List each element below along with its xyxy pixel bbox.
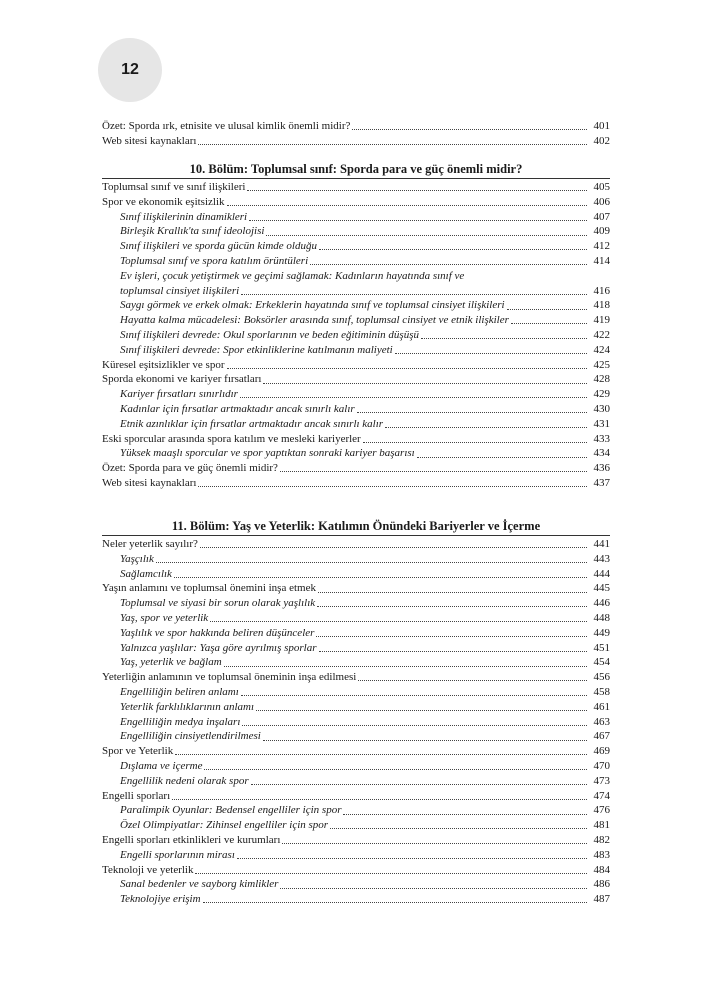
toc-entry-label: Hayatta kalma mücadelesi: Boksörler arasında sınıf, toplumsal cinsiyet ve etnik ilişkiler [120, 314, 509, 327]
toc-entry [102, 134, 610, 149]
toc-entry-page: 402 [593, 134, 610, 147]
toc-entry-page: 436 [593, 462, 610, 475]
toc-entry [102, 789, 610, 804]
toc-entry [102, 358, 610, 373]
page-number-badge [98, 38, 162, 102]
dot-leader [316, 636, 587, 637]
toc-entry-label: Engelli sporları [102, 789, 171, 802]
toc-subentry [102, 700, 610, 715]
dot-leader [174, 577, 587, 578]
toc-entry-page: 481 [593, 819, 610, 832]
toc-entry-page: 476 [593, 804, 610, 817]
toc-subentry [102, 417, 610, 432]
dot-leader [241, 294, 587, 295]
toc-subentry [102, 210, 610, 225]
dot-leader [263, 740, 587, 741]
dot-leader [224, 666, 587, 667]
toc-entry-page: 418 [593, 299, 610, 312]
toc-subentry [102, 877, 610, 892]
toc-entry-page: 474 [593, 789, 610, 802]
toc-entry-page: 430 [593, 402, 610, 415]
toc-entry-label: Sınıf ilişkileri devrede: Spor etkinliklerine katılmanın maliyeti [120, 343, 393, 356]
toc-entry-label: Sağlamcılık [120, 567, 172, 580]
toc-entry-page: 449 [593, 626, 610, 639]
toc-entry-page: 443 [593, 552, 610, 565]
toc-entry-label: Spor ve Yeterlik [102, 745, 174, 758]
toc-entry-page: 437 [593, 476, 610, 489]
toc-entry-label: Yaş, yeterlik ve bağlam [120, 656, 222, 669]
toc-entry-page: 405 [593, 181, 610, 193]
toc-entry-label: Engelliliğin medya inşaları [120, 715, 241, 728]
toc-entry-page: 467 [593, 730, 610, 743]
dot-leader [343, 814, 587, 815]
toc-entry-page: 434 [593, 447, 610, 460]
toc-entry-page: 419 [593, 314, 610, 327]
chapter-11-title: 11. Bölüm: Yaş ve Yeterlik: Katılımın Önündeki Bariyerler ve İçerme [102, 517, 610, 536]
toc-entry [102, 670, 610, 685]
toc-entry-label: Engelli sporları etkinlikleri ve kurumları [102, 833, 281, 846]
toc-subentry [102, 892, 610, 907]
dot-leader [210, 621, 587, 622]
toc-entry-page: 463 [593, 715, 610, 728]
dot-leader [198, 486, 587, 487]
dot-leader [395, 353, 587, 354]
toc-subentry [102, 402, 610, 417]
toc-subentry [102, 552, 610, 567]
dot-leader [507, 309, 587, 310]
chapter-10-entries [102, 180, 610, 491]
toc-entry-label: Yeterliğin anlamının ve toplumsal öneminin inşa edilmesi [102, 671, 357, 684]
toc-entry-page: 484 [593, 863, 610, 876]
dot-leader [417, 457, 587, 458]
dot-leader [256, 710, 587, 711]
toc-entry-page: 406 [593, 195, 610, 208]
dot-leader [172, 799, 587, 800]
toc-entry-page: 401 [593, 120, 610, 132]
toc-entry-label: Eski sporcular arasında spora katılım ve mesleki kariyerler [102, 432, 361, 445]
toc-subentry [102, 685, 610, 700]
dot-leader [195, 873, 587, 874]
dot-leader [310, 264, 587, 265]
toc-entry-page: 416 [593, 284, 610, 297]
toc-subentry [102, 239, 610, 254]
toc-subentry [102, 224, 610, 239]
toc-entry-label: Web sitesi kaynakları [102, 134, 197, 147]
toc-entry-label: Etnik azınlıklar için fırsatlar artmaktadır ancak sınırlı kalır [120, 417, 384, 430]
toc-entry-label: Teknolojiye erişim [120, 893, 201, 906]
toc-entry-label: Özel Olimpiyatlar: Zihinsel engelliler için spor [120, 819, 329, 832]
toc-entry [102, 476, 610, 491]
toc-entry [102, 432, 610, 447]
toc-entry-label: Yeterlik farklılıklarının anlamı [120, 700, 255, 713]
dot-leader [352, 129, 587, 130]
toc-entry [102, 537, 610, 552]
toc-subentry [102, 848, 610, 863]
toc-entry-page: 458 [593, 685, 610, 698]
toc-entry-page: 441 [593, 538, 610, 550]
toc-entry-label: Yüksek maaşlı sporcular ve spor yaptıktan sonraki kariyer başarısı [120, 447, 415, 460]
toc-entry-label: Neler yeterlik sayılır? [102, 538, 198, 550]
toc-entry-page: 487 [593, 893, 610, 906]
toc-entry-label: Engellilik nedeni olarak spor [120, 774, 249, 787]
dot-leader [241, 695, 587, 696]
dot-leader [251, 784, 587, 785]
toc-subentry [102, 626, 610, 641]
toc-entry-page: 444 [593, 567, 610, 580]
toc-entry-page: 483 [593, 848, 610, 861]
dot-leader [363, 442, 587, 443]
toc-entry-label: Toplumsal sınıf ve sınıf ilişkileri [102, 181, 246, 193]
toc-entry-label: Saygı görmek ve erkek olmak: Erkeklerin hayatında sınıf ve toplumsal cinsiyet ilişkileri [120, 299, 505, 312]
toc-subentry [102, 655, 610, 670]
toc-subentry [102, 269, 610, 284]
toc-subentry [102, 818, 610, 833]
toc-subentry [102, 446, 610, 461]
toc-subentry [102, 313, 610, 328]
toc-subentry [102, 759, 610, 774]
toc-entry-page: 431 [593, 417, 610, 430]
toc-subentry [102, 641, 610, 656]
dot-leader [319, 249, 587, 250]
toc-entry [102, 863, 610, 878]
dot-leader [317, 606, 587, 607]
toc-entry-page: 461 [593, 700, 610, 713]
toc-subentry [102, 715, 610, 730]
toc-entry-page: 429 [593, 388, 610, 401]
dot-leader [247, 190, 587, 191]
toc-entry-label: Küresel eşitsizlikler ve spor [102, 358, 225, 371]
toc-entry-label: Yaşın anlamını ve toplumsal önemini inşa etmek [102, 582, 316, 595]
toc-entry [102, 180, 610, 195]
toc-subentry [102, 343, 610, 358]
dot-leader [385, 427, 587, 428]
toc-entry-label: Özet: Sporda para ve güç önemli midir? [102, 462, 278, 475]
toc-entry-page: 422 [593, 328, 610, 341]
toc-entry-page: 451 [593, 641, 610, 654]
toc-entry-label: Yaşlılık ve spor hakkında beliren düşünceler [120, 626, 315, 639]
toc-entry-label: Özet: Sporda ırk, etnisite ve ulusal kimlik önemli midir? [102, 120, 351, 132]
toc-entry-label: Kariyer fırsatları sınırlıdır [120, 388, 238, 401]
toc-entry [102, 461, 610, 476]
toc-entry-page: 454 [593, 656, 610, 669]
toc-top-entries [102, 119, 610, 149]
chapter-10-title: 10. Bölüm: Toplumsal sınıf: Sporda para ve güç önemli midir? [102, 160, 610, 179]
toc-entry-label: Ev işleri, çocuk yetiştirmek ve geçimi sağlamak: Kadınların hayatında sınıf ve [120, 269, 465, 282]
toc-entry [102, 372, 610, 387]
toc-subentry [102, 774, 610, 789]
toc-entry-label: Sanal bedenler ve sayborg kimlikler [120, 878, 279, 891]
toc-subentry [102, 387, 610, 402]
toc-entry-label: Kadınlar için fırsatlar artmaktadır ancak sınırlı kalır [120, 402, 355, 415]
dot-leader [227, 205, 587, 206]
toc-entry-label: Toplumsal ve siyasi bir sorun olarak yaşlılık [120, 597, 316, 610]
toc-entry-page: 424 [593, 343, 610, 356]
dot-leader [330, 828, 587, 829]
dot-leader [358, 680, 587, 681]
dot-leader [318, 592, 587, 593]
dot-leader [511, 323, 587, 324]
toc-entry-page: 469 [593, 745, 610, 758]
toc-entry-page: 486 [593, 878, 610, 891]
dot-leader [156, 562, 587, 563]
toc-entry-page: 412 [593, 240, 610, 253]
dot-leader [203, 902, 587, 903]
toc-entry-label: Birleşik Krallık'ta sınıf ideolojisi [120, 225, 265, 238]
toc-entry-label: Sınıf ilişkileri devrede: Okul sporlarının ve beden eğitiminin düşüşü [120, 328, 419, 341]
toc-subentry [102, 284, 610, 299]
dot-leader [266, 235, 587, 236]
toc-entry-page: 473 [593, 774, 610, 787]
toc-entry-label: Engelliliğin cinsiyetlendirilmesi [120, 730, 261, 743]
dot-leader [282, 843, 587, 844]
chapter-11-section [102, 517, 610, 907]
toc-entry-label: Engelli sporlarının mirası [120, 848, 235, 861]
dot-leader [263, 383, 587, 384]
toc-subentry [102, 803, 610, 818]
chapter-11-entries [102, 537, 610, 907]
toc-entry-label: Dışlama ve içerme [120, 759, 203, 772]
toc-entry-label: Yaşçılık [120, 552, 154, 565]
toc-entry-page: 445 [593, 582, 610, 595]
toc-entry-page: 407 [593, 210, 610, 223]
toc-entry-page: 433 [593, 432, 610, 445]
toc-entry-page: 428 [593, 373, 610, 386]
toc-entry-page: 470 [593, 759, 610, 772]
dot-leader [319, 651, 587, 652]
toc-entry [102, 833, 610, 848]
dot-leader [204, 769, 587, 770]
toc-subentry [102, 328, 610, 343]
toc-entry-label: Engelliliğin beliren anlamı [120, 685, 239, 698]
dot-leader [280, 471, 587, 472]
toc-subentry [102, 596, 610, 611]
dot-leader [198, 144, 587, 145]
toc-subentry [102, 729, 610, 744]
toc-entry [102, 581, 610, 596]
dot-leader [421, 338, 587, 339]
toc-subentry [102, 611, 610, 626]
toc-entry-page: 448 [593, 611, 610, 624]
dot-leader [242, 725, 587, 726]
dot-leader [249, 220, 587, 221]
toc-entry-label: Paralimpik Oyunlar: Bedensel engelliler için spor [120, 804, 342, 817]
toc-entry [102, 119, 610, 134]
toc-entry-label: Sporda ekonomi ve kariyer fırsatları [102, 373, 262, 386]
dot-leader [280, 888, 587, 889]
toc-subentry [102, 567, 610, 582]
toc-entry-label: Yaş, spor ve yeterlik [120, 611, 209, 624]
dot-leader [200, 547, 587, 548]
chapter-10-section [102, 160, 610, 491]
toc-entry-page: 446 [593, 597, 610, 610]
dot-leader [237, 858, 587, 859]
page-number: 12 [121, 61, 139, 78]
dot-leader [357, 412, 587, 413]
dot-leader [240, 397, 587, 398]
toc-entry-label: Yalnızca yaşlılar: Yaşa göre ayrılmış sporlar [120, 641, 317, 654]
toc-entry-page: 482 [593, 833, 610, 846]
toc-subentry [102, 298, 610, 313]
toc-entry-label: Sınıf ilişkilerinin dinamikleri [120, 210, 248, 223]
dot-leader [175, 754, 587, 755]
toc-entry [102, 744, 610, 759]
toc-entry-page: 414 [593, 254, 610, 267]
toc-entry-label: toplumsal cinsiyet ilişkileri [120, 284, 240, 297]
toc-entry-label: Teknoloji ve yeterlik [102, 863, 194, 876]
toc-entry [102, 195, 610, 210]
toc-entry-page: 425 [593, 358, 610, 371]
toc-subentry [102, 254, 610, 269]
toc-entry-label: Spor ve ekonomik eşitsizlik [102, 195, 225, 208]
toc-entry-label: Web sitesi kaynakları [102, 476, 197, 489]
dot-leader [227, 368, 588, 369]
toc-entry-page: 409 [593, 225, 610, 238]
toc-entry-label: Sınıf ilişkileri ve sporda gücün kimde olduğu [120, 240, 317, 253]
toc-entry-label: Toplumsal sınıf ve spora katılım örüntüleri [120, 254, 309, 267]
toc-entry-page: 456 [593, 671, 610, 684]
